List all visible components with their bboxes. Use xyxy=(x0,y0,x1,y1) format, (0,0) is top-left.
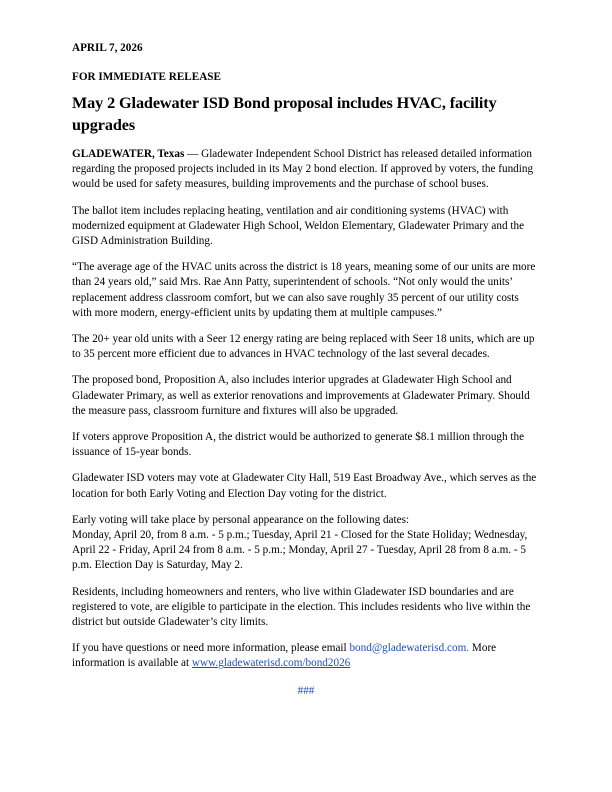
press-release-page xyxy=(72,40,540,699)
paragraph-seer-units: The 20+ year old units with a Seer 12 energy rating are being replaced with Seer 18 units, which are up to 35 percent more efficient due to advances in HVAC technology of the last several decades. xyxy=(72,333,535,361)
early-voting-dates: Monday, April 20, from 8 a.m. - 5 p.m.; Tuesday, April 21 - Closed for the State Holiday; Wednesday, April 22 - Friday, April 24 from 8 a.m. - 5 p.m.; Monday, April 27 - Tuesday, April 28 from 8 a.m. - 5 p.m. Election Day is Saturday, May 2. xyxy=(72,529,528,572)
paragraph-contact xyxy=(72,641,540,671)
early-voting-intro: Early voting will take place by personal appearance on the following dates: xyxy=(72,513,410,526)
headline: May 2 Gladewater ISD Bond proposal includes HVAC, facility upgrades xyxy=(72,94,497,134)
release-date: APRIL 7, 2026 xyxy=(72,42,143,54)
paragraph-voting-location: Gladewater ISD voters may vote at Gladewater City Hall, 519 East Broadway Ave., which serves as the location for both Early Voting and Election Day voting for the district. xyxy=(72,472,537,500)
email-link[interactable]: bond@gladewaterisd.com. xyxy=(349,642,470,655)
release-label: FOR IMMEDIATE RELEASE xyxy=(72,71,221,83)
paragraph-intro-text: — Gladewater Independent School District has released detailed information regarding the proposed projects included in its May 2 bond election. If approved by voters, the funding would be used for safety measures, building improvements and the purchase of school buses. xyxy=(72,148,534,191)
paragraph-superintendent-quote: “The average age of the HVAC units across the district is 18 years, meaning some of our units are more than 24 years old,” said Mrs. Rae Ann Patty, superintendent of schools. “Not only would the units’ replacement address classroom comfort, but we can also save roughly 35 percent of our utility costs with more modern, energy-efficient units by updating them at multiple campuses.” xyxy=(72,261,536,319)
paragraph-proposition-a: The proposed bond, Proposition A, also includes interior upgrades at Gladewater High School and Gladewater Primary, as well as exterior renovations and improvements at Gladewater Primary. Should the measure pass, classroom furniture and fixtures will also be upgraded. xyxy=(72,374,530,417)
contact-text-2: More information is available at xyxy=(72,642,497,670)
contact-text-1: If you have questions or need more information, please email xyxy=(72,642,350,655)
end-mark: ### xyxy=(297,684,315,697)
paragraph-intro xyxy=(72,147,540,193)
paragraph-hvac-scope: The ballot item includes replacing heating, ventilation and air conditioning systems (HVAC) with modernized equipment at Gladewater High School, Weldon Elementary, Gladewater Primary and the GISD Administration Building. xyxy=(72,204,525,248)
dateline: GLADEWATER, Texas xyxy=(72,148,185,160)
bond-website-link[interactable]: www.gladewaterisd.com/bond2026 xyxy=(191,657,351,670)
paragraph-early-voting xyxy=(72,513,540,574)
paragraph-bond-amount: If voters approve Proposition A, the district would be authorized to generate $8.1 million through the issuance of 15-year bonds. xyxy=(72,431,525,459)
paragraph-eligibility: Residents, including homeowners and renters, who live within Gladewater ISD boundaries and are registered to vote, are eligible to participate in the election. This includes residents who live within the district but outside Gladewater’s city limits. xyxy=(72,585,531,629)
